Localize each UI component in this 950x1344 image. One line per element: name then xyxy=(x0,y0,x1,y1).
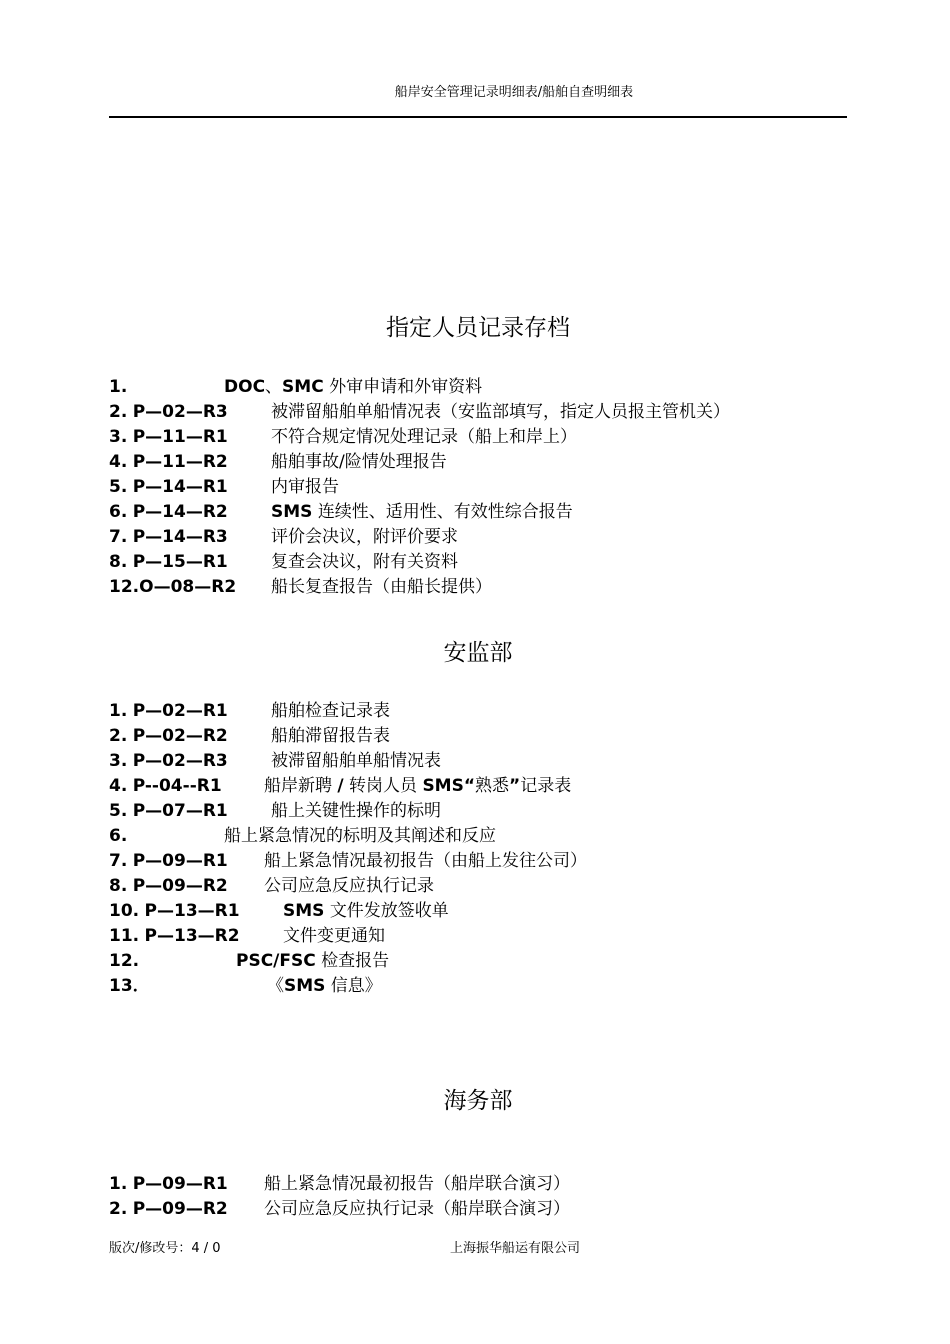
header-title: 船岸安全管理记录明细表/船舶自查明细表 xyxy=(394,85,634,100)
list-item xyxy=(109,450,447,475)
record-code: P—11—R2 xyxy=(132,452,228,472)
item-number: 4. xyxy=(109,452,128,472)
item-number: 11. xyxy=(109,926,140,946)
item-description: 船舶事故/险情处理报告 xyxy=(271,452,447,472)
item-number: 1. xyxy=(109,701,128,721)
item-description: 船上紧急情况最初报告（船岸联合演习） xyxy=(264,1174,570,1194)
item-description: PSC/FSC 检查报告 xyxy=(236,951,390,971)
header-divider xyxy=(109,116,847,118)
list-item xyxy=(109,874,434,899)
item-number: 5. xyxy=(109,801,128,821)
record-code: P—14—R3 xyxy=(132,527,228,547)
item-description: 公司应急反应执行记录（船岸联合演习） xyxy=(264,1199,570,1219)
item-description: 船岸新聘 / 转岗人员 SMS“熟悉”记录表 xyxy=(264,776,572,796)
record-code: P—07—R1 xyxy=(132,801,228,821)
record-code: P—09—R1 xyxy=(132,851,228,871)
safety-dept-record-list xyxy=(109,699,587,999)
item-description: 公司应急反应执行记录 xyxy=(264,876,434,896)
sms-label: SMS xyxy=(283,901,325,921)
item-description: 复查会决议，附有关资料 xyxy=(271,552,458,572)
list-item xyxy=(109,799,441,824)
designated-person-record-list xyxy=(109,375,730,600)
record-code: O—08—R2 xyxy=(139,577,237,597)
record-code: P—02—R2 xyxy=(132,726,228,746)
item-description-text: 连续性、适用性、有效性综合报告 xyxy=(317,502,573,522)
item-description: 船上关键性操作的标明 xyxy=(271,801,441,821)
item-description-text: 文件发放签收单 xyxy=(329,901,449,921)
item-number: 13． xyxy=(109,976,150,996)
list-item xyxy=(109,400,730,425)
record-code: P—14—R2 xyxy=(132,502,228,522)
list-item xyxy=(109,924,385,949)
section-title-designated-person: 指定人员记录存档 xyxy=(386,315,570,341)
item-number: 7. xyxy=(109,851,128,871)
item-description: 内审报告 xyxy=(271,477,339,497)
item-description: 不符合规定情况处理记录（船上和岸上） xyxy=(271,427,577,447)
list-item xyxy=(109,699,390,724)
record-code: P—11—R1 xyxy=(132,427,228,447)
item-description: 《SMS 信息》 xyxy=(267,976,382,996)
item-number: 5. xyxy=(109,477,128,497)
list-item xyxy=(109,475,339,500)
item-number: 10. xyxy=(109,901,140,921)
item-description: DOC、SMC 外审申请和外审资料 xyxy=(224,377,483,397)
item-description: 被滞留船舶单船情况表（安监部填写，指定人员报主管机关） xyxy=(271,402,730,422)
list-item xyxy=(109,849,587,874)
list-item xyxy=(109,824,496,849)
list-item xyxy=(109,724,390,749)
section-title-marine-dept: 海务部 xyxy=(443,1088,513,1114)
section-title-safety-dept: 安监部 xyxy=(443,640,513,666)
record-code: P—13—R2 xyxy=(144,926,240,946)
list-item xyxy=(109,500,573,525)
list-item xyxy=(109,974,382,999)
item-number: 1. xyxy=(109,377,128,397)
item-description: 船上紧急情况的标明及其阐述和反应 xyxy=(224,826,496,846)
item-description xyxy=(271,500,573,525)
item-number: 7. xyxy=(109,527,128,547)
item-description: 船上紧急情况最初报告（由船上发往公司） xyxy=(264,851,587,871)
item-number: 8. xyxy=(109,552,128,572)
item-number: 6. xyxy=(109,502,128,522)
record-code: P—09—R2 xyxy=(132,1199,228,1219)
doc-label: DOC xyxy=(224,377,266,397)
record-code: P—13—R1 xyxy=(144,901,240,921)
item-number: 3. xyxy=(109,427,128,447)
footer-version: 版次/修改号：4 / 0 xyxy=(109,1241,221,1256)
record-code: P—14—R1 xyxy=(132,477,228,497)
list-item xyxy=(109,949,390,974)
item-number: 12. xyxy=(109,951,140,971)
item-description: 船长复查报告（由船长提供） xyxy=(271,577,492,597)
item-description: 船舶滞留报告表 xyxy=(271,726,390,746)
record-code: P—09—R2 xyxy=(132,876,228,896)
record-code: P--04--R1 xyxy=(132,776,222,796)
marine-dept-record-list xyxy=(109,1172,570,1222)
list-item xyxy=(109,550,458,575)
item-description: 评价会决议，附评价要求 xyxy=(271,527,458,547)
item-description: 文件变更通知 xyxy=(283,926,385,946)
list-item xyxy=(109,749,441,774)
record-code: P—09—R1 xyxy=(132,1174,228,1194)
item-number: 2. xyxy=(109,1199,128,1219)
footer-company: 上海振华船运有限公司 xyxy=(450,1241,581,1256)
record-code: P—02—R1 xyxy=(132,701,228,721)
item-number: 1. xyxy=(109,1174,128,1194)
item-number: 6. xyxy=(109,826,128,846)
sms-label: SMS xyxy=(271,502,313,522)
list-item xyxy=(109,899,449,924)
list-item xyxy=(109,1197,570,1222)
list-item xyxy=(109,525,458,550)
record-code: P—15—R1 xyxy=(132,552,228,572)
item-number: 2. xyxy=(109,726,128,746)
list-item xyxy=(109,375,483,400)
item-number: 2. xyxy=(109,402,128,422)
list-item xyxy=(109,774,572,799)
item-number: 12. xyxy=(109,577,140,597)
item-description: 船舶检查记录表 xyxy=(271,701,390,721)
item-description xyxy=(283,899,449,924)
smc-label: SMC xyxy=(282,377,324,397)
list-item xyxy=(109,575,492,600)
list-item xyxy=(109,1172,570,1197)
item-number: 3. xyxy=(109,751,128,771)
record-code: P—02—R3 xyxy=(132,751,228,771)
list-item xyxy=(109,425,577,450)
record-code: P—02—R3 xyxy=(132,402,228,422)
item-description: 被滞留船舶单船情况表 xyxy=(271,751,441,771)
item-number: 8. xyxy=(109,876,128,896)
item-number: 4. xyxy=(109,776,128,796)
